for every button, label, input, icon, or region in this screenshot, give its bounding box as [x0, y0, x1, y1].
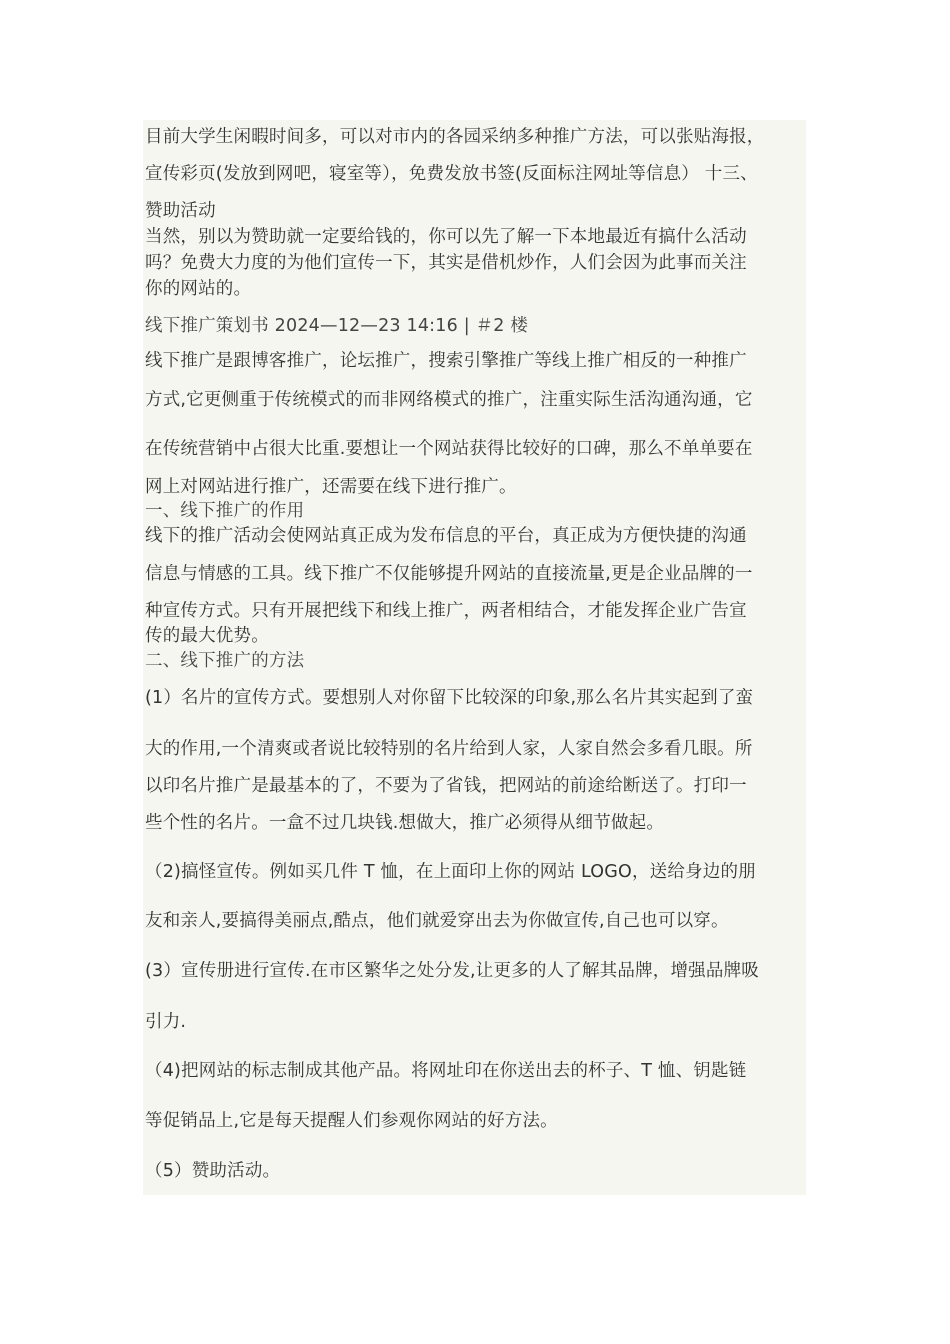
- text-line: 信息与情感的工具。线下推广不仅能够提升网站的直接流量,更是企业品牌的一: [145, 564, 753, 584]
- text-line: 等促销品上,它是每天提醒人们参观你网站的好方法。: [145, 1111, 558, 1131]
- text-line: 在传统营销中占很大比重.要想让一个网站获得比较好的口碑，那么不单单要在: [145, 439, 753, 459]
- section-heading: 二、线下推广的方法: [145, 651, 305, 671]
- text-line: 方式,它更侧重于传统模式的而非网络模式的推广，注重实际生活沟通沟通，它: [145, 390, 753, 410]
- section-heading: 一、线下推广的作用: [145, 501, 305, 521]
- post-header: 线下推广策划书 2024—12—23 14:16 | ＃2 楼: [145, 316, 529, 336]
- text-line: 线下的推广活动会使网站真正成为发布信息的平台，真正成为方便快捷的沟通: [145, 526, 747, 546]
- text-line: 网上对网站进行推广，还需要在线下进行推广。: [145, 477, 517, 497]
- text-line: （4)把网站的标志制成其他产品。将网址印在你送出去的杯子、T 恤、钥匙链: [145, 1061, 747, 1081]
- text-line: 友和亲人,要搞得美丽点,酷点，他们就爱穿出去为你做宣传,自己也可以穿。: [145, 911, 729, 931]
- text-line: 吗？免费大力度的为他们宣传一下，其实是借机炒作，人们会因为此事而关注: [145, 253, 747, 273]
- text-line: 引力.: [145, 1012, 187, 1032]
- text-line: 线下推广是跟博客推广，论坛推广，搜索引擎推广等线上推广相反的一种推广: [145, 351, 747, 371]
- text-line: 些个性的名片。一盒不过几块钱.想做大，推广必须得从细节做起。: [145, 813, 665, 833]
- text-line: 大的作用,一个清爽或者说比较特别的名片给到人家，人家自然会多看几眼。所: [145, 739, 753, 759]
- text-line: (1）名片的宣传方式。要想别人对你留下比较深的印象,那么名片其实起到了蛮: [145, 688, 754, 708]
- text-line: 当然，别以为赞助就一定要给钱的，你可以先了解一下本地最近有搞什么活动: [145, 227, 747, 247]
- text-line: 你的网站的。: [145, 279, 252, 299]
- text-line: 目前大学生闲暇时间多，可以对市内的各园采纳多种推广方法，可以张贴海报，: [145, 127, 765, 147]
- text-line: 赞助活动: [145, 201, 216, 221]
- text-line: 种宣传方式。只有开展把线下和线上推广，两者相结合，才能发挥企业广告宣: [145, 601, 747, 621]
- text-line: （2)搞怪宣传。例如买几件 T 恤，在上面印上你的网站 LOGO，送给身边的朋: [145, 862, 756, 882]
- text-line: 宣传彩页(发放到网吧，寝室等），免费发放书签(反面标注网址等信息） 十三、: [145, 164, 758, 184]
- text-line: (3）宣传册进行宣传.在市区繁华之处分发,让更多的人了解其品牌，增强品牌吸: [145, 961, 759, 981]
- text-line: 传的最大优势。: [145, 626, 269, 646]
- text-line: 以印名片推广是最基本的了，不要为了省钱，把网站的前途给断送了。打印一: [145, 776, 747, 796]
- text-line: （5）赞助活动。: [145, 1161, 281, 1181]
